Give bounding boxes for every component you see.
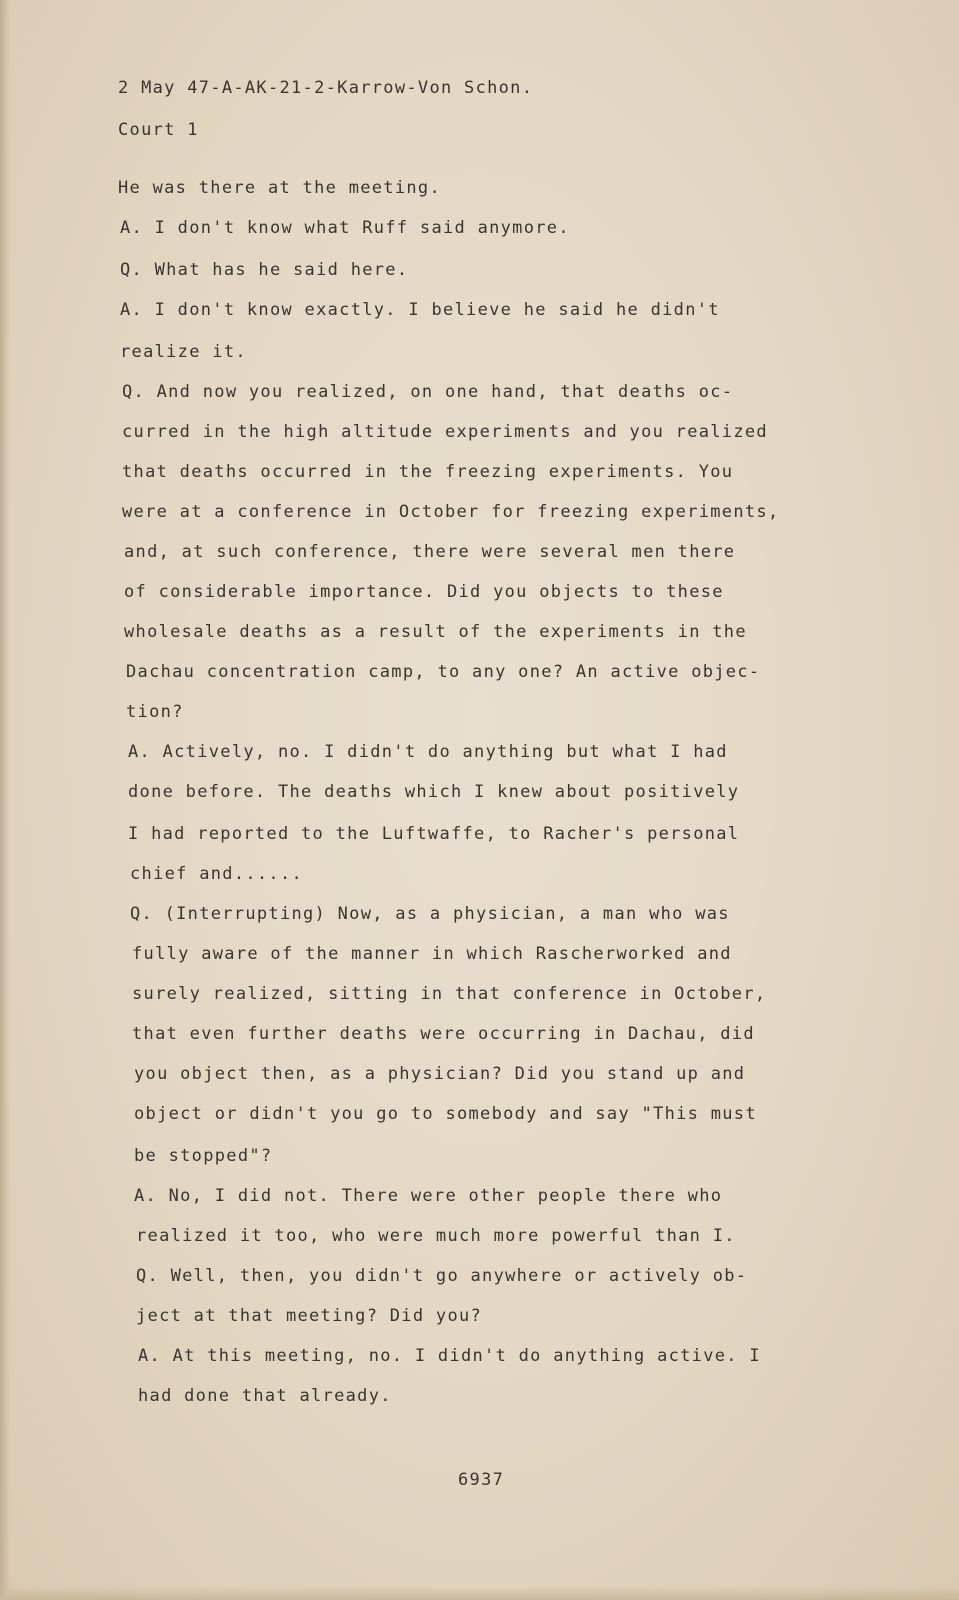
transcript-line: A. I don't know exactly. I believe he said he didn't bbox=[120, 300, 720, 320]
transcript-line: fully aware of the manner in which Rascherworked and bbox=[132, 944, 732, 964]
transcript-line: tion? bbox=[126, 702, 184, 722]
transcript-line: done before. The deaths which I knew about positively bbox=[128, 782, 740, 802]
transcript-line: Dachau concentration camp, to any one? An active objec- bbox=[126, 662, 761, 682]
transcript-line: object or didn't you go to somebody and say "This must bbox=[134, 1104, 757, 1124]
transcript-line: Q. What has he said here. bbox=[120, 260, 409, 280]
reference-line: 2 May 47-A-AK-21-2-Karrow-Von Schon. bbox=[118, 78, 534, 98]
transcript-line: A. No, I did not. There were other people there who bbox=[134, 1186, 723, 1206]
transcript-line: were at a conference in October for freezing experiments, bbox=[122, 502, 780, 522]
page-number: 6937 bbox=[458, 1470, 505, 1490]
transcript-line: chief and...... bbox=[130, 864, 304, 884]
transcript-line: and, at such conference, there were several men there bbox=[124, 542, 736, 562]
transcript-line: be stopped"? bbox=[134, 1146, 273, 1166]
transcript-line: He was there at the meeting. bbox=[118, 178, 441, 198]
transcript-line: that even further deaths were occurring in Dachau, did bbox=[132, 1024, 755, 1044]
transcript-line: I had reported to the Luftwaffe, to Racher's personal bbox=[128, 824, 740, 844]
transcript-line: surely realized, sitting in that conference in October, bbox=[132, 984, 767, 1004]
paper-bottom-shadow bbox=[0, 1586, 959, 1600]
transcript-line: of considerable importance. Did you objects to these bbox=[124, 582, 724, 602]
paper-edge-shadow bbox=[0, 0, 10, 1600]
transcript-line: curred in the high altitude experiments and you realized bbox=[122, 422, 768, 442]
transcript-line: had done that already. bbox=[138, 1386, 392, 1406]
transcript-line: A. At this meeting, no. I didn't do anything active. I bbox=[138, 1346, 761, 1366]
transcript-line: Q. And now you realized, on one hand, that deaths oc- bbox=[122, 382, 734, 402]
transcript-line: realize it. bbox=[120, 342, 247, 362]
transcript-line: realized it too, who were much more powerful than I. bbox=[136, 1226, 736, 1246]
court-label: Court 1 bbox=[118, 120, 199, 140]
transcript-line: A. Actively, no. I didn't do anything but what I had bbox=[128, 742, 728, 762]
transcript-line: A. I don't know what Ruff said anymore. bbox=[120, 218, 570, 238]
transcript-line: wholesale deaths as a result of the experiments in the bbox=[124, 622, 747, 642]
transcript-line: you object then, as a physician? Did you stand up and bbox=[134, 1064, 746, 1084]
transcript-line: that deaths occurred in the freezing experiments. You bbox=[122, 462, 734, 482]
transcript-line: Q. (Interrupting) Now, as a physician, a man who was bbox=[130, 904, 730, 924]
transcript-line: ject at that meeting? Did you? bbox=[136, 1306, 483, 1326]
transcript-line: Q. Well, then, you didn't go anywhere or actively ob- bbox=[136, 1266, 748, 1286]
